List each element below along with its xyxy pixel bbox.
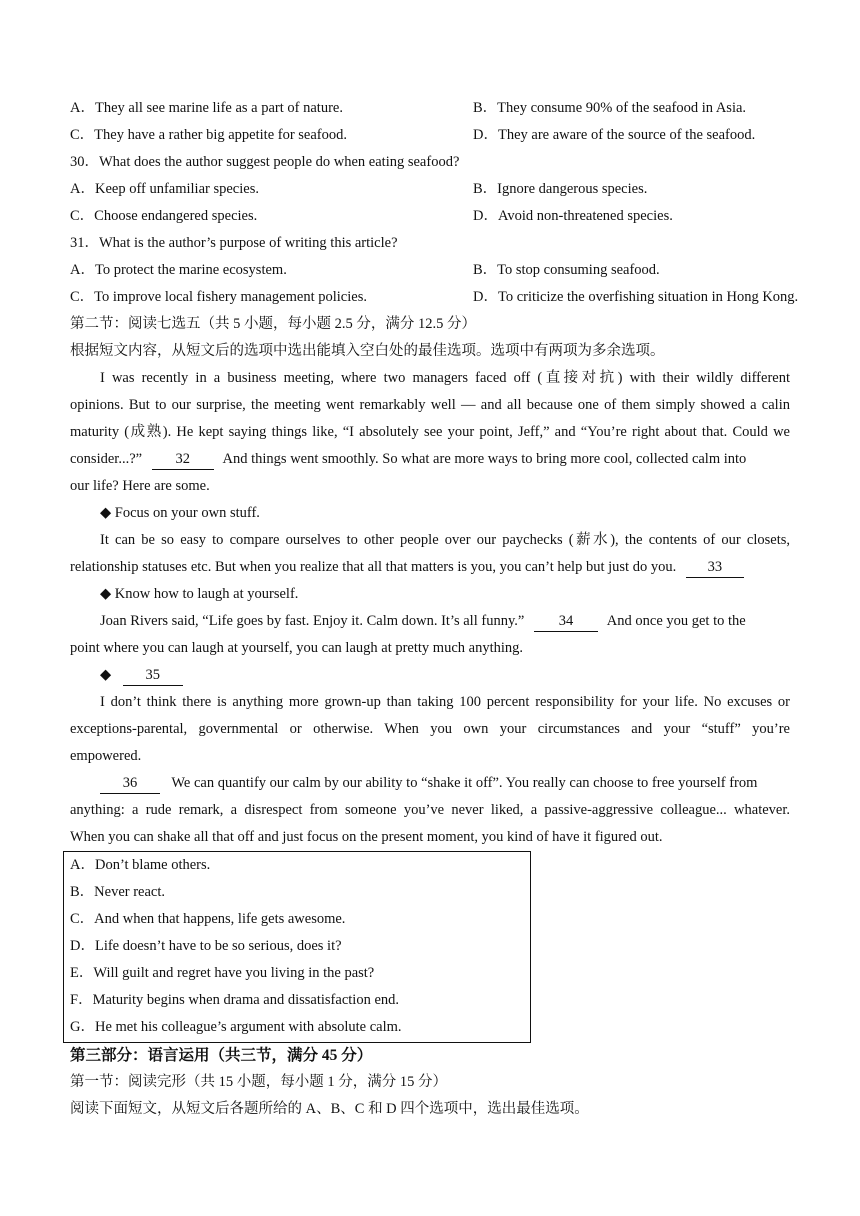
passage-line: When you can shake all that off and just focus on the present moment, you kind of have it figured out.	[70, 829, 663, 845]
answer-blank-36[interactable]: 36	[100, 773, 160, 794]
part3-heading: 第三部分：语言运用（共三节，满分 45 分）	[70, 1047, 373, 1064]
section2-heading: 第二节：阅读七选五（共 5 小题，每小题 2.5 分，满分 12.5 分）	[70, 316, 476, 332]
passage-line: our life? Here are some.	[70, 478, 210, 494]
part3-section1-heading: 第一节：阅读完形（共 15 小题，每小题 1 分，满分 15 分）	[70, 1074, 447, 1090]
passage-line	[70, 446, 790, 473]
passage-line: exceptions-parental, governmental or otherwise. When you own your circumstances and your “stuff” you’re	[70, 721, 790, 737]
option-f[interactable]: F．Maturity begins when drama and dissatisfaction end.	[70, 992, 400, 1008]
q29-options-row1	[70, 95, 790, 122]
passage-line: point where you can laugh at yourself, you can laugh at pretty much anything.	[70, 640, 523, 656]
passage-text: relationship statuses etc. But when you realize that all that matters is you, you can’t help but just do you.	[70, 559, 677, 575]
option-d[interactable]: D．Life doesn’t have to be so serious, does it?	[70, 938, 342, 954]
subheading-laugh: ◆ Know how to laugh at yourself.	[100, 586, 299, 602]
q30-options-row2	[70, 203, 790, 230]
q29-options-row2	[70, 122, 790, 149]
passage-line: empowered.	[70, 748, 142, 764]
q31-option-d[interactable]: D．To criticize the overfishing situation in Hong Kong.	[473, 289, 799, 305]
q29-option-b[interactable]: B．They consume 90% of the seafood in Asia.	[473, 100, 747, 116]
passage-text: consider...?”	[70, 451, 143, 467]
subheading-35	[100, 662, 790, 689]
answer-blank-33[interactable]: 33	[686, 557, 744, 578]
part3-instruction: 阅读下面短文，从短文后各题所给的 A、B、C 和 D 四个选项中，选出最佳选项。	[70, 1101, 589, 1117]
option-g[interactable]: G．He met his colleague’s argument with absolute calm.	[70, 1019, 402, 1035]
q31-stem: 31．What is the author’s purpose of writing this article?	[70, 235, 398, 251]
option-a[interactable]: A．Don’t blame others.	[70, 857, 211, 873]
q29-option-d[interactable]: D．They are aware of the source of the seafood.	[473, 127, 756, 143]
passage-text: Joan Rivers said, “Life goes by fast. Enjoy it. Calm down. It’s all funny.”	[100, 613, 525, 629]
q31-option-c[interactable]: C．To improve local fishery management policies.	[70, 289, 367, 305]
q30-option-b[interactable]: B．Ignore dangerous species.	[473, 181, 648, 197]
passage-line: opinions. But to our surprise, the meeting went remarkably well — and all because one of them simply showed a calin	[70, 397, 790, 413]
q31-option-a[interactable]: A．To protect the marine ecosystem.	[70, 262, 287, 278]
answer-blank-32[interactable]: 32	[152, 449, 214, 470]
passage-text: And things went smoothly. So what are more ways to bring more cool, collected calm into	[222, 451, 747, 467]
passage-line	[70, 554, 790, 581]
option-c[interactable]: C．And when that happens, life gets awesome.	[70, 911, 346, 927]
q31-options-row2	[70, 284, 799, 311]
passage-line: anything: a rude remark, a disrespect from someone you’ve never liked, a passive-aggressive colleague... whatever.	[70, 802, 790, 818]
section2-instruction: 根据短文内容，从短文后的选项中选出能填入空白处的最佳选项。选项中有两项为多余选项。	[70, 343, 665, 359]
q30-option-a[interactable]: A．Keep off unfamiliar species.	[70, 181, 259, 197]
passage-line: I was recently in a business meeting, where two managers faced off (直接对抗) with their wildly different	[100, 370, 790, 386]
q31-options-row1	[70, 257, 790, 284]
passage-line: It can be so easy to compare ourselves to other people over our paychecks (薪水), the contents of our closets,	[100, 532, 790, 548]
q30-stem: 30．What does the author suggest people do when eating seafood?	[70, 154, 460, 170]
passage-line	[100, 608, 790, 635]
passage-line: I don’t think there is anything more grown-up than taking 100 percent responsibility for your life. No excuses or	[100, 694, 790, 710]
passage-text: We can quantify our calm by our ability to “shake it off”. You really can choose to free yourself from	[171, 775, 758, 791]
passage-line	[100, 770, 790, 797]
q31-option-b[interactable]: B．To stop consuming seafood.	[473, 262, 660, 278]
q29-option-a[interactable]: A．They all see marine life as a part of nature.	[70, 100, 343, 116]
option-b[interactable]: B．Never react.	[70, 884, 166, 900]
passage-text: And once you get to the	[606, 613, 746, 629]
answer-blank-35[interactable]: 35	[123, 665, 183, 686]
q30-options-row1	[70, 176, 790, 203]
option-e[interactable]: E．Will guilt and regret have you living in the past?	[70, 965, 375, 981]
q30-option-d[interactable]: D．Avoid non-threatened species.	[473, 208, 673, 224]
passage-line: maturity (成熟). He kept saying things like, “I absolutely see your point, Jeff,” and “You’re right about that. Could we	[70, 424, 790, 440]
subheading-focus: ◆ Focus on your own stuff.	[100, 505, 260, 521]
answer-blank-34[interactable]: 34	[534, 611, 598, 632]
q29-option-c[interactable]: C．They have a rather big appetite for seafood.	[70, 127, 348, 143]
bullet-icon: ◆	[100, 667, 112, 683]
q30-option-c[interactable]: C．Choose endangered species.	[70, 208, 258, 224]
